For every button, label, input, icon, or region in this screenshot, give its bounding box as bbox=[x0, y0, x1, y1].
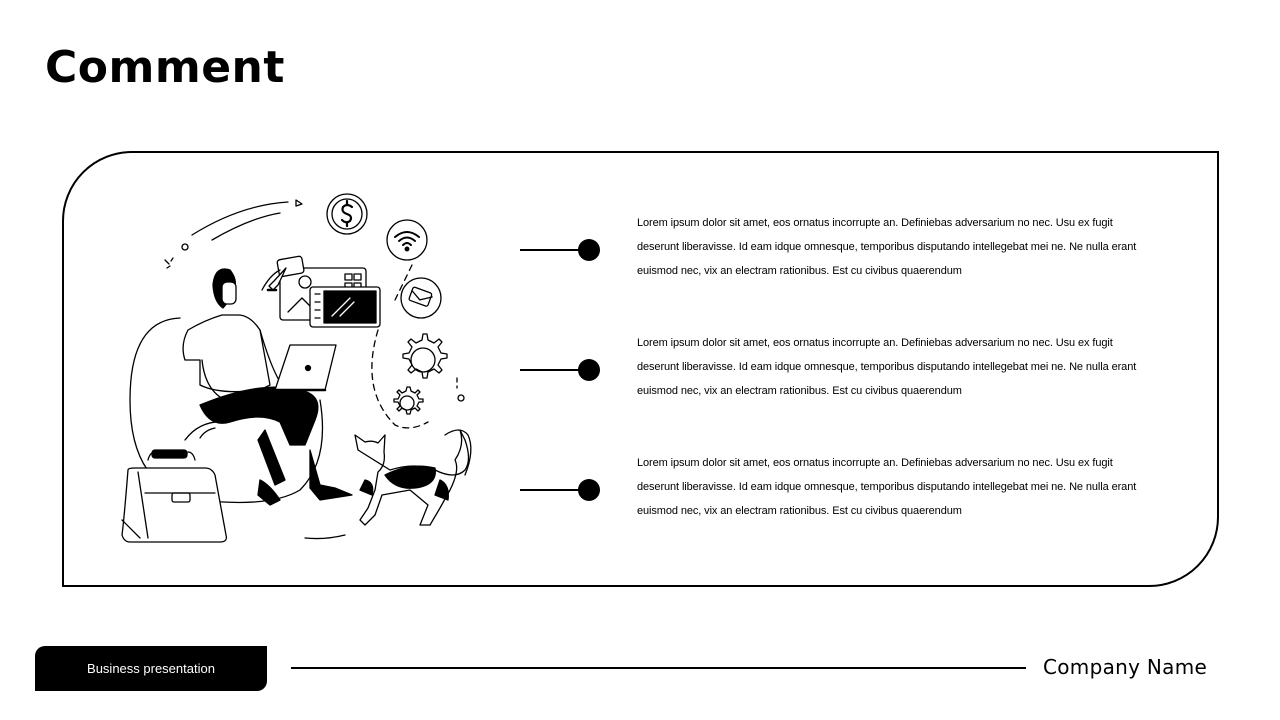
cat-figure bbox=[355, 430, 471, 525]
footer-badge: Business presentation bbox=[35, 646, 267, 691]
comment-text: Lorem ipsum dolor sit amet, eos ornatus incorrupte an. Definiebas adversarium no nec. Usu ex fugit deserunt liberavisse. Id eam idque omnesque, temporibus disputando intellegebat mei ne. Ne nulla erant euismod nec, vix an electram rationibus. Est cu civibus quaerendum bbox=[637, 457, 1137, 517]
briefcase-icon bbox=[122, 450, 226, 542]
slide-title: Comment bbox=[45, 42, 285, 93]
laptop-icon bbox=[260, 345, 336, 390]
comment-item bbox=[520, 451, 1160, 531]
connector-line bbox=[520, 369, 580, 371]
motion-arc-icon bbox=[192, 202, 288, 235]
comment-text: Lorem ipsum dolor sit amet, eos ornatus incorrupte an. Definiebas adversarium no nec. Usu ex fugit deserunt liberavisse. Id eam idque omnesque, temporibus disputando intellegebat mei ne. Ne nulla erant euismod nec, vix an electram rationibus. Est cu civibus quaerendum bbox=[637, 337, 1137, 397]
company-name: Company Name bbox=[1043, 655, 1208, 679]
connector-line bbox=[520, 249, 580, 251]
comment-item bbox=[520, 331, 1160, 411]
gear-small-icon bbox=[394, 387, 423, 414]
comment-text: Lorem ipsum dolor sit amet, eos ornatus incorrupte an. Definiebas adversarium no nec. Usu ex fugit deserunt liberavisse. Id eam idque omnesque, temporibus disputando intellegebat mei ne. Ne nulla erant euismod nec, vix an electram rationibus. Est cu civibus quaerendum bbox=[637, 217, 1137, 277]
design-tablet-icon bbox=[262, 256, 380, 327]
bullet-dot-icon bbox=[578, 239, 600, 261]
dollar-coin-icon bbox=[327, 194, 367, 234]
person-working-laptop-illustration bbox=[110, 190, 490, 550]
bullet-dot-icon bbox=[578, 479, 600, 501]
gear-large-icon bbox=[403, 334, 447, 378]
comment-item bbox=[520, 211, 1160, 291]
connector-line bbox=[520, 489, 580, 491]
bullet-dot-icon bbox=[578, 359, 600, 381]
wifi-icon bbox=[387, 220, 427, 260]
mail-icon bbox=[401, 278, 441, 318]
footer-divider bbox=[291, 667, 1026, 669]
